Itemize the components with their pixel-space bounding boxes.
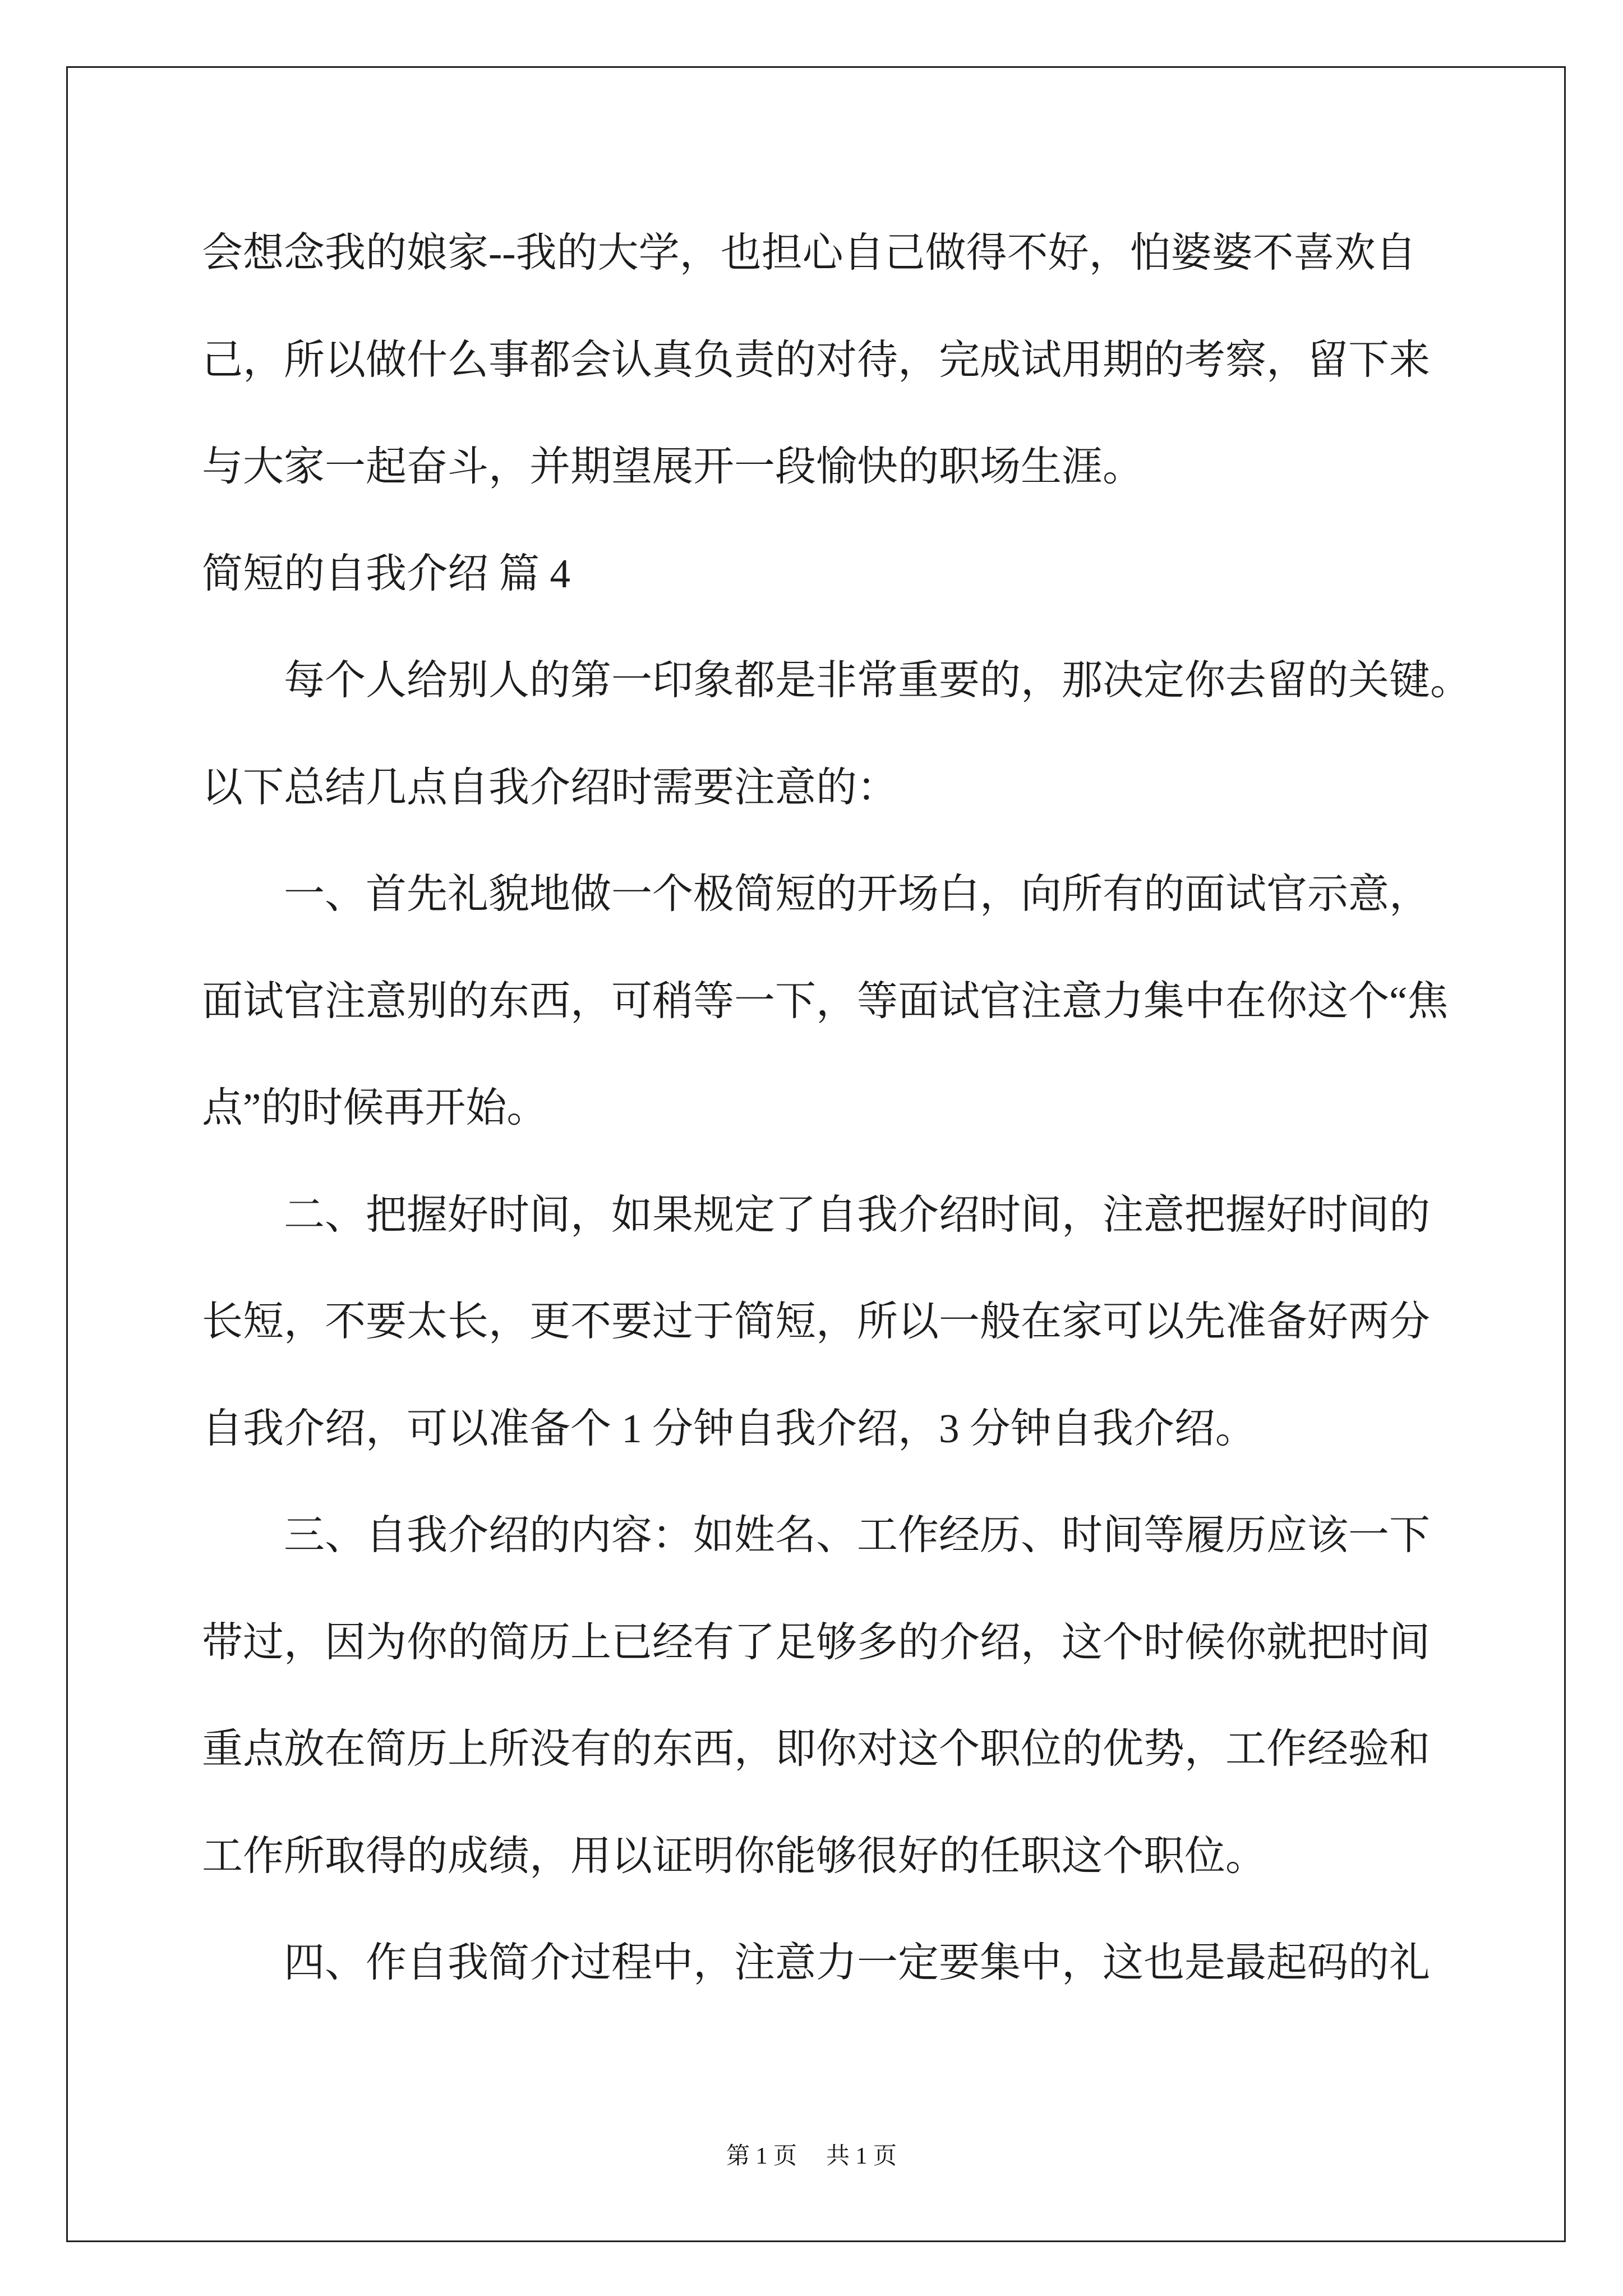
page-number: 第 1 页 — [726, 2143, 797, 2169]
text-line: 重点放在简历上所没有的东西，即你对这个职位的优势，工作经验和 — [202, 1726, 1430, 1772]
text-line: 每个人给别人的第一印象都是非常重要的，那决定你去留的关键。 — [284, 657, 1471, 703]
section-heading: 简短的自我介绍 篇 4 — [202, 550, 570, 596]
text-line: 工作所取得的成绩，用以证明你能够很好的任职这个职位。 — [202, 1833, 1266, 1879]
text-line: 与大家一起奋斗，并期望展开一段愉快的职场生涯。 — [202, 444, 1144, 489]
text-line: 自我介绍，可以准备个 1 分钟自我介绍，3 分钟自我介绍。 — [202, 1405, 1256, 1451]
text-line: 三、自我介绍的内容：如姓名、工作经历、时间等履历应该一下 — [284, 1512, 1430, 1558]
paragraph — [202, 1162, 1492, 1483]
paragraph — [202, 841, 1492, 1162]
text-line: 二、把握好时间，如果规定了自我介绍时间，注意把握好时间的 — [284, 1191, 1430, 1237]
paragraph — [202, 200, 1492, 521]
text-line: 点”的时候再开始。 — [202, 1085, 548, 1130]
text-line: 带过，因为你的简历上已经有了足够多的介绍，这个时候你就把时间 — [202, 1619, 1430, 1665]
paragraph — [202, 1482, 1492, 1910]
document-body — [202, 200, 1492, 2017]
text-line: 长短，不要太长，更不要过于简短，所以一般在家可以先准备好两分 — [202, 1299, 1430, 1344]
page-total: 共 1 页 — [826, 2143, 897, 2169]
text-line: 一、首先礼貌地做一个极简短的开场白，向所有的面试官示意， — [284, 871, 1430, 917]
text-line: 面试官注意别的东西，可稍等一下，等面试官注意力集中在你这个“焦 — [202, 978, 1449, 1024]
paragraph — [202, 627, 1492, 841]
text-line: 会想念我的娘家--我的大学，也担心自己做得不好，怕婆婆不喜欢自 — [202, 230, 1417, 275]
page-footer — [0, 2139, 1623, 2173]
text-line: 己，所以做什么事都会认真负责的对待，完成试用期的考察，留下来 — [202, 337, 1430, 383]
paragraph — [202, 1910, 1492, 2017]
text-line: 以下总结几点自我介绍时需要注意的： — [202, 764, 898, 810]
text-line: 四、作自我简介过程中，注意力一定要集中，这也是最起码的礼 — [284, 1940, 1430, 1985]
